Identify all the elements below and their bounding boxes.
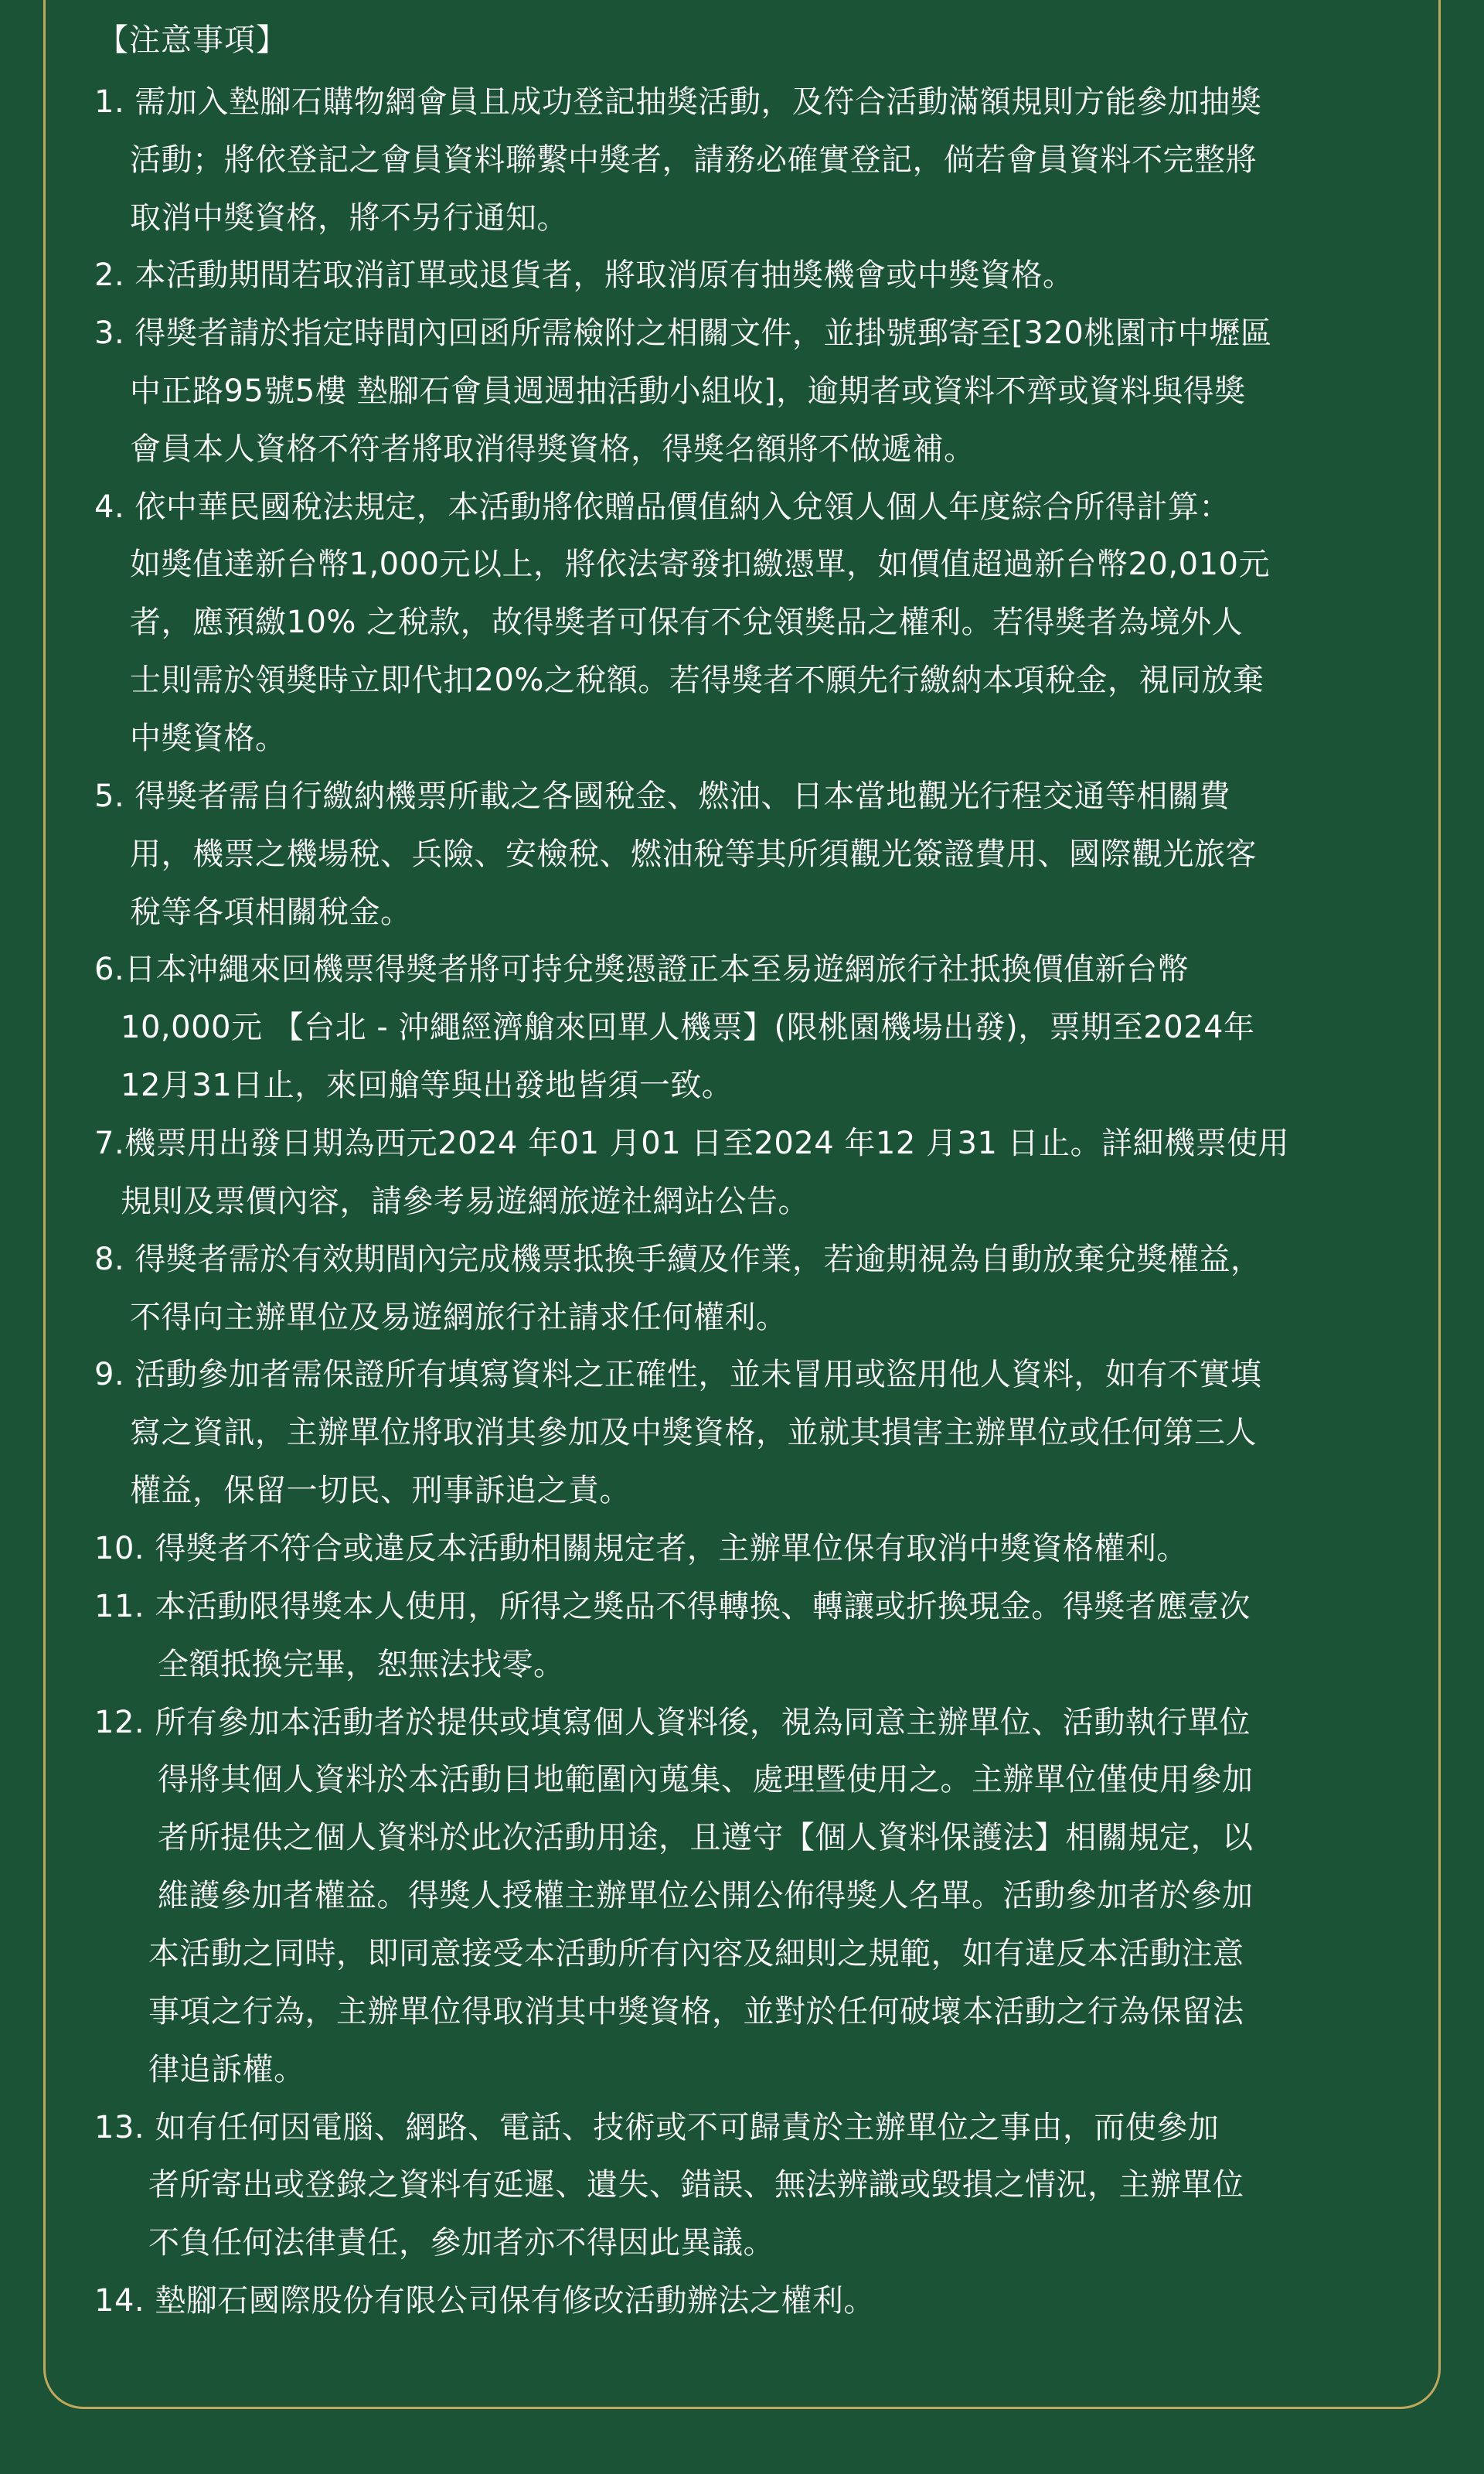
notice-line: 會員本人資格不符者將取消得獎資格，得獎名額將不做遞補。 xyxy=(130,431,975,467)
notice-line: 14. 墊腳石國際股份有限公司保有修改活動辦法之權利。 xyxy=(94,2283,875,2319)
notice-line: 如獎值達新台幣1,000元以上，將依法寄發扣繳憑單，如價值超過新台幣20,010元 xyxy=(130,547,1270,582)
notice-line: 不負任何法律責任，參加者亦不得因此異議。 xyxy=(148,2225,774,2261)
notice-heading: 【注意事項】 xyxy=(97,22,288,58)
notice-line: 4. 依中華民國稅法規定，本活動將依贈品價值納入兌領人個人年度綜合所得計算： xyxy=(94,489,1230,525)
notice-line: 7.機票用出發日期為西元2024 年01 月01 日至2024 年12 月31 日止。詳細機票使用 xyxy=(94,1126,1290,1161)
notice-line: 得將其個人資料於本活動目地範圍內蒐集、處理暨使用之。主辦單位僅使用參加 xyxy=(158,1762,1254,1798)
notice-line: 10,000元 【台北 - 沖繩經濟艙來回單人機票】(限桃園機場出發)，票期至2024年 xyxy=(121,1010,1255,1045)
notice-line: 取消中獎資格，將不另行通知。 xyxy=(130,200,568,236)
notice-line: 1. 需加入墊腳石購物網會員且成功登記抽獎活動，及符合活動滿額規則方能參加抽獎 xyxy=(94,84,1262,120)
notice-line: 士則需於領獎時立即代扣20%之稅額。若得獎者不願先行繳納本項稅金，視同放棄 xyxy=(130,663,1264,698)
notice-line: 10. 得獎者不符合或違反本活動相關規定者，主辦單位保有取消中獎資格權利。 xyxy=(94,1531,1188,1566)
notice-line: 本活動之同時，即同意接受本活動所有內容及細則之規範，如有違反本活動注意 xyxy=(148,1936,1244,1971)
notice-line: 活動；將依登記之會員資料聯繫中獎者，請務必確實登記，倘若會員資料不完整將 xyxy=(130,142,1257,178)
notice-line: 中獎資格。 xyxy=(130,721,287,756)
notice-line: 2. 本活動期間若取消訂單或退貨者，將取消原有抽獎機會或中獎資格。 xyxy=(94,257,1074,293)
notice-line: 維護參加者權益。得獎人授權主辦單位公開公佈得獎人名單。活動參加者於參加 xyxy=(158,1878,1254,1913)
notice-line: 規則及票價內容，請參考易遊網旅遊社網站公告。 xyxy=(121,1184,809,1219)
notice-line: 9. 活動參加者需保證所有填寫資料之正確性，並未冒用或盜用他人資料，如有不實填 xyxy=(94,1357,1262,1392)
notice-line: 律追訴權。 xyxy=(148,2052,305,2087)
notice-line: 不得向主辦單位及易遊網旅行社請求任何權利。 xyxy=(130,1300,788,1335)
notice-line: 6.日本沖繩來回機票得獎者將可持兌獎憑證正本至易遊網旅行社抵換價值新台幣 xyxy=(94,952,1190,987)
notice-line: 者所寄出或登錄之資料有延遲、遺失、錯誤、無法辨識或毀損之情況，主辦單位 xyxy=(148,2167,1244,2203)
notice-line: 中正路95號5樓 墊腳石會員週週抽活動小組收]，逾期者或資料不齊或資料與得獎 xyxy=(130,373,1246,409)
notice-line: 權益，保留一切民、刑事訴追之責。 xyxy=(130,1473,631,1508)
notice-line: 稅等各項相關稅金。 xyxy=(130,895,412,930)
notice-line: 事項之行為，主辦單位得取消其中獎資格，並對於任何破壞本活動之行為保留法 xyxy=(148,1994,1244,2029)
notice-line: 者，應預繳10% 之稅款，故得獎者可保有不兌領獎品之權利。若得獎者為境外人 xyxy=(130,605,1244,640)
notice-line: 12. 所有參加本活動者於提供或填寫個人資料後，視為同意主辦單位、活動執行單位 xyxy=(94,1705,1251,1740)
notice-line: 3. 得獎者請於指定時間內回函所需檢附之相關文件，並掛號郵寄至[320桃園市中壢區 xyxy=(94,315,1272,351)
notice-line: 11. 本活動限得獎本人使用，所得之獎品不得轉換、轉讓或折換現金。得獎者應壹次 xyxy=(94,1589,1251,1624)
notice-line: 用，機票之機場稅、兵險、安檢稅、燃油稅等其所須觀光簽證費用、國際觀光旅客 xyxy=(130,837,1257,872)
notice-line: 8. 得獎者需於有效期間內完成機票抵換手續及作業，若逾期視為自動放棄兌獎權益， xyxy=(94,1242,1262,1277)
notice-line: 5. 得獎者需自行繳納機票所載之各國稅金、燃油、日本當地觀光行程交通等相關費 xyxy=(94,779,1230,814)
notice-line: 全額抵換完畢，恕無法找零。 xyxy=(158,1647,565,1682)
notice-line: 者所提供之個人資料於此次活動用途，且遵守【個人資料保護法】相關規定，以 xyxy=(158,1820,1254,1855)
notice-line: 12月31日止，來回艙等與出發地皆須一致。 xyxy=(121,1068,733,1103)
notice-line: 寫之資訊，主辦單位將取消其參加及中獎資格，並就其損害主辦單位或任何第三人 xyxy=(130,1415,1257,1450)
notice-line: 13. 如有任何因電腦、網路、電話、技術或不可歸責於主辦單位之事由，而使參加 xyxy=(94,2110,1220,2145)
